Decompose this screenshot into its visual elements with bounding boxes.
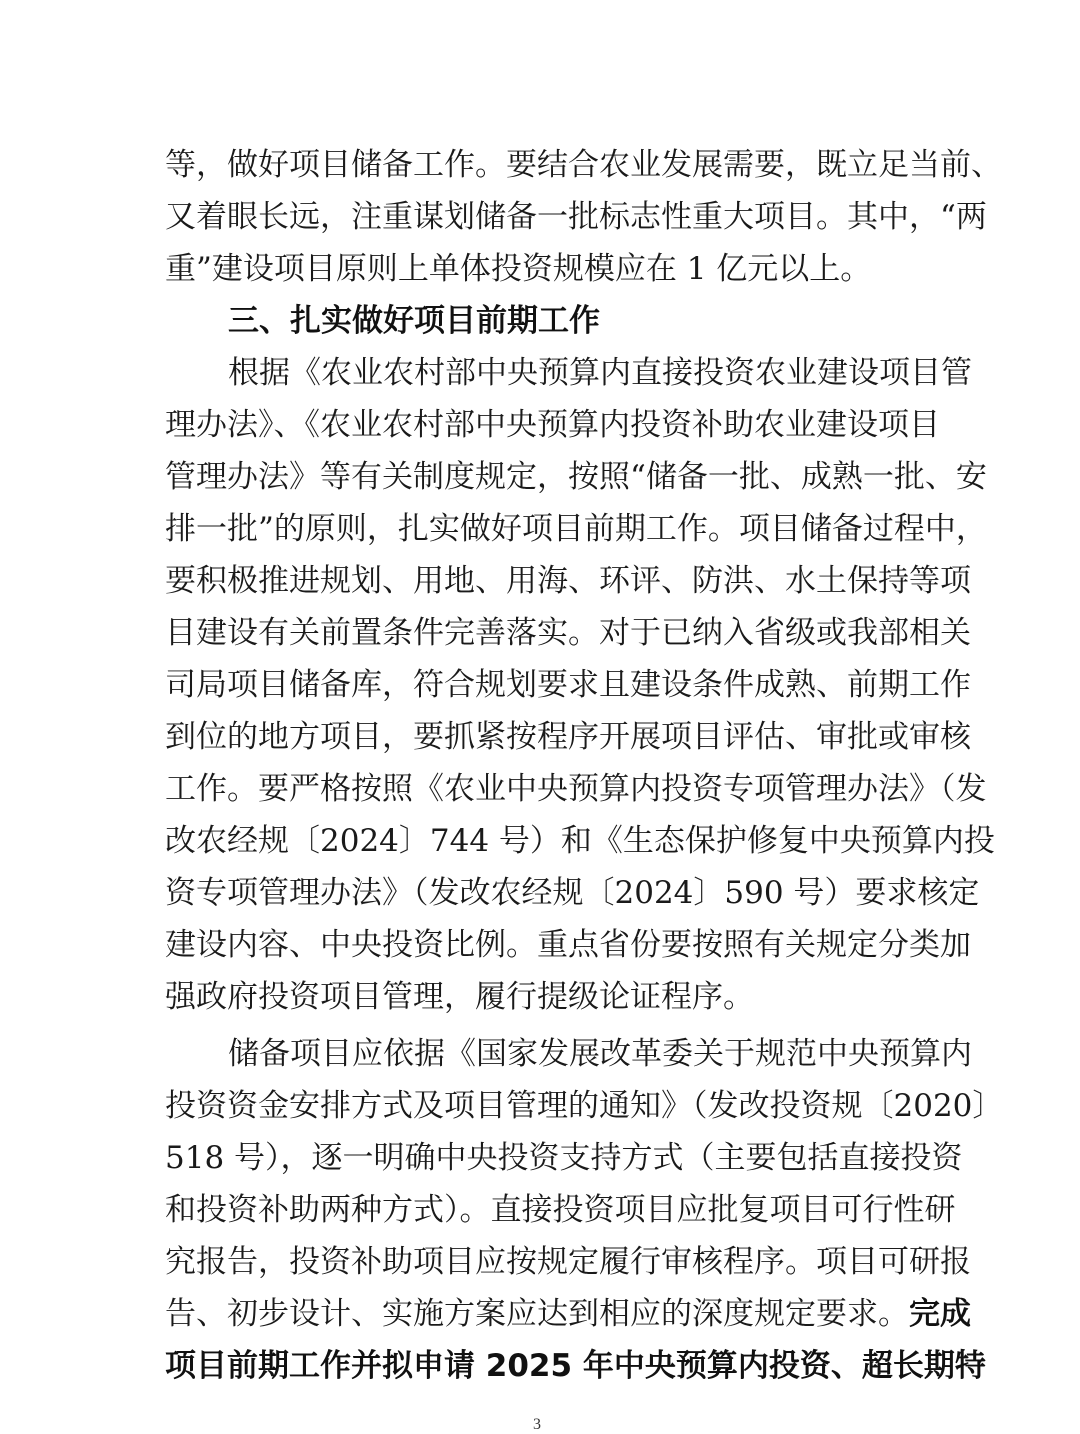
- body-line: 管理办法》等有关制度规定，按照“储备一批、成熟一批、安: [165, 459, 987, 495]
- body-line: 又着眼长远，注重谋划储备一批标志性重大项目。其中，“两: [165, 199, 987, 235]
- body-line: 储备项目应依据《国家发展改革委关于规范中央预算内: [228, 1036, 972, 1072]
- body-text: 告、初步设计、实施方案应达到相应的深度规定要求。: [165, 1296, 909, 1332]
- body-line: 到位的地方项目，要抓紧按程序开展项目评估、审批或审核: [165, 719, 971, 755]
- page-number: 3: [533, 1416, 541, 1433]
- body-line: 强政府投资项目管理，履行提级论证程序。: [165, 979, 754, 1015]
- body-line: 司局项目储备库，符合规划要求且建设条件成熟、前期工作: [165, 667, 971, 703]
- body-line: 等，做好项目储备工作。要结合农业发展需要，既立足当前、: [165, 147, 1002, 183]
- body-line: 518 号），逐一明确中央投资支持方式（主要包括直接投资: [165, 1140, 963, 1176]
- bold-line: 项目前期工作并拟申请 2025 年中央预算内投资、超长期特: [165, 1348, 986, 1384]
- body-line: 理办法》、《农业农村部中央预算内投资补助农业建设项目: [165, 407, 940, 443]
- body-line: 投资资金安排方式及项目管理的通知》（发改投资规〔2020〕: [165, 1088, 1004, 1124]
- body-line: 究报告，投资补助项目应按规定履行审核程序。项目可研报: [165, 1244, 971, 1280]
- body-line: 要积极推进规划、用地、用海、环评、防洪、水土保持等项: [165, 563, 971, 599]
- body-line: 改农经规〔2024〕744 号）和《生态保护修复中央预算内投: [165, 823, 995, 859]
- body-line-with-bold: [165, 1294, 971, 1334]
- body-line: 重”建设项目原则上单体投资规模应在 1 亿元以上。: [165, 251, 872, 287]
- body-line: 目建设有关前置条件完善落实。对于已纳入省级或我部相关: [165, 615, 971, 651]
- body-line: 工作。要严格按照《农业中央预算内投资专项管理办法》（发: [165, 771, 987, 807]
- body-line: 和投资补助两种方式）。直接投资项目应批复项目可行性研: [165, 1192, 956, 1228]
- body-line: 资专项管理办法》（发改农经规〔2024〕590 号）要求核定: [165, 875, 980, 911]
- body-line: 根据《农业农村部中央预算内直接投资农业建设项目管: [228, 355, 972, 391]
- section-heading: 三、扎实做好项目前期工作: [228, 303, 600, 339]
- bold-text: 完成: [909, 1296, 971, 1332]
- body-line: 建设内容、中央投资比例。重点省份要按照有关规定分类加: [165, 927, 971, 963]
- body-line: 排一批”的原则，扎实做好项目前期工作。项目储备过程中，: [165, 511, 987, 547]
